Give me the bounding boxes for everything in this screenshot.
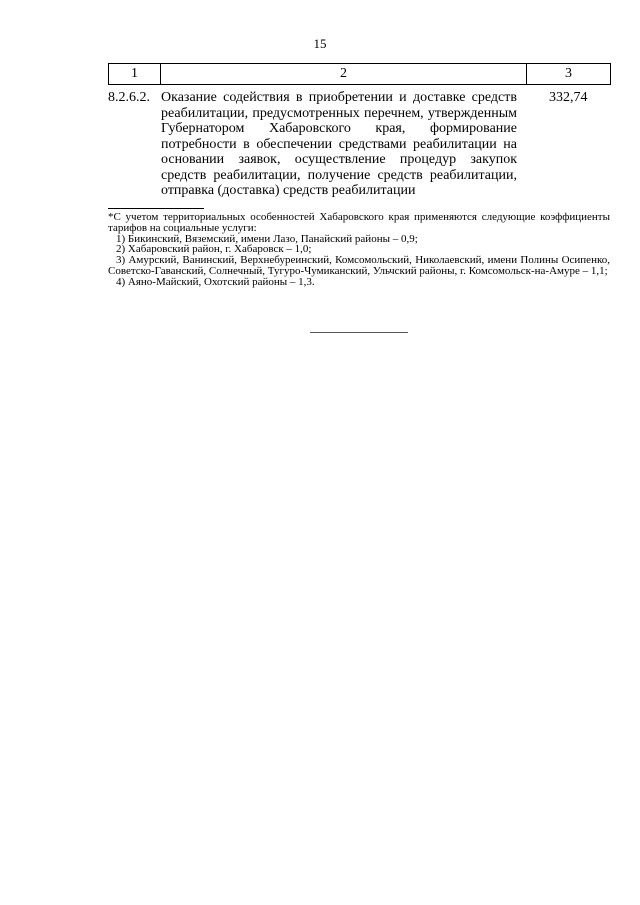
- service-code: 8.2.6.2.: [108, 90, 150, 105]
- column-header-2: 2: [161, 64, 527, 85]
- column-header-3: 3: [527, 64, 611, 85]
- end-of-document-rule: [310, 332, 408, 333]
- footnote-intro: *С учетом территориальных особенностей Хабаровского края применяются следующие коэффициенты тарифов на социальные услуги:: [108, 211, 610, 234]
- column-header-1: 1: [109, 64, 161, 85]
- service-description: Оказание содействия в приобретении и доставке средств реабилитации, предусмотренных перечнем, утвержденным Губернатором Хабаровского края, формирование потребности в обеспечении средствами реабилитации на основании заявок, осуществление процедур закупок средств реабилитации, получение средств реабилитации, отправка (доставка) средств реабилитации: [161, 90, 517, 198]
- service-price: 332,74: [549, 90, 588, 105]
- page-number: 15: [313, 36, 327, 51]
- column-header-row: [109, 64, 611, 85]
- footnote: [108, 212, 610, 288]
- footnote-item: 1) Бикинский, Вяземский, имени Лазо, Панайский районы – 0,9;: [116, 232, 418, 245]
- footnote-item: 3) Амурский, Ванинский, Верхнебуреинский, Комсомольский, Николаевский, имени Полины Осипенко, Советско-Гаванский, Солнечный, Тугуро-Чумиканский, Ульчский районы, г. Комсомольск-на-Амуре – 1,1;: [108, 254, 610, 277]
- footnote-item: 4) Аяно-Майский, Охотский районы – 1,3.: [116, 275, 315, 288]
- column-header-table: [108, 63, 611, 85]
- footnote-separator: [108, 208, 204, 209]
- footnote-item: 2) Хабаровский район, г. Хабаровск – 1,0;: [116, 243, 312, 256]
